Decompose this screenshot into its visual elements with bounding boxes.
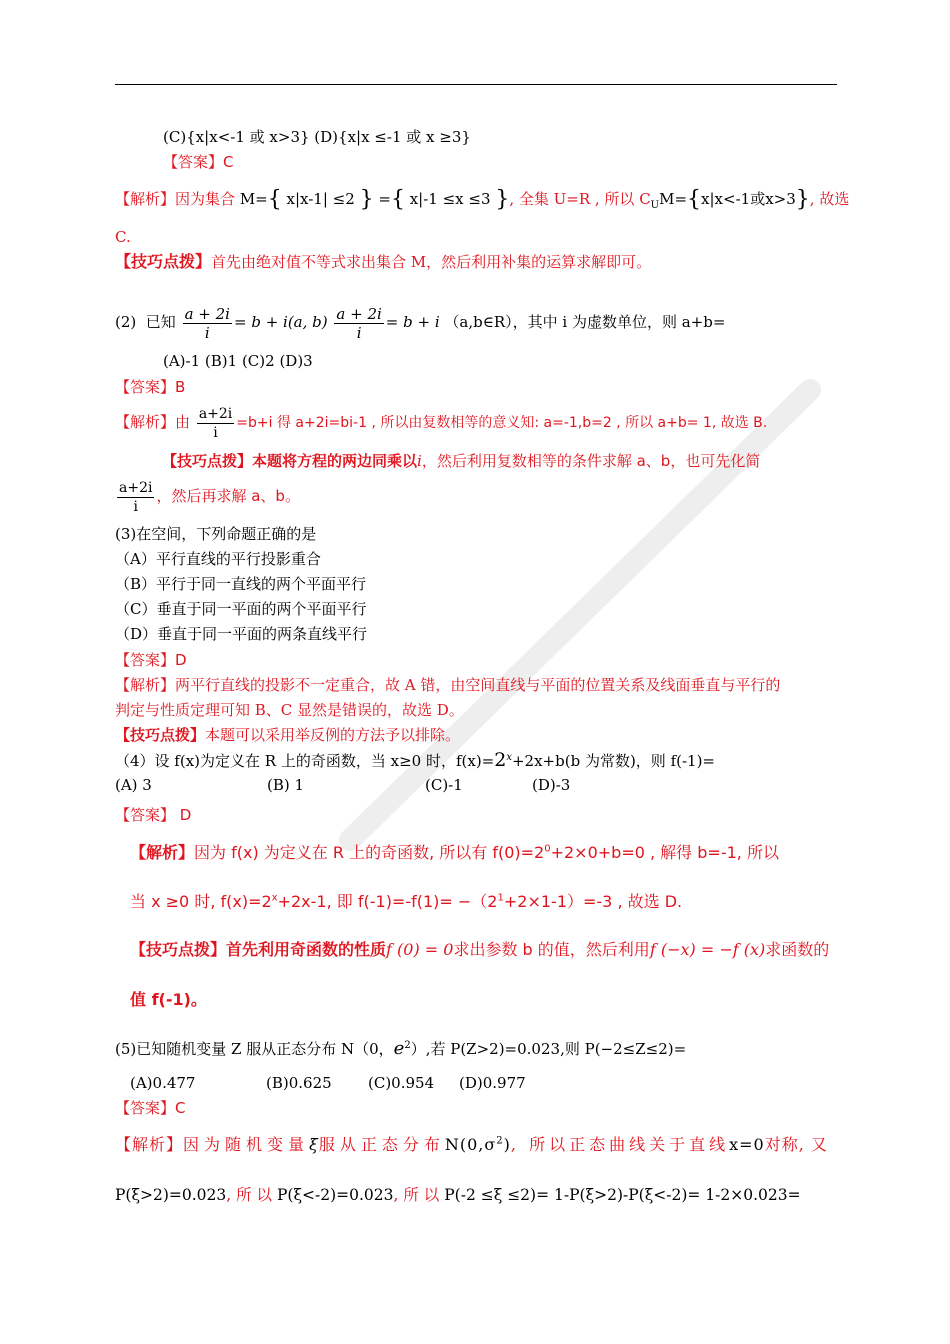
q5-analysis-cont: P(ξ>2)=0.023, 所 以 P(ξ<-2)=0.023, 所 以 P(-2 ≤ξ ≤2)= 1-P(ξ>2)-P(ξ<-2)= 1-2×0.023= (115, 1186, 801, 1204)
q2-analysis: 【解析】由 $\frac{a+2i}{i}$ =b+i 得 a+2i=bi-1 , 所以由复数相等的意义知: a=-1,b=2 , 所以 a+b= 1, 故选 B. (115, 405, 768, 441)
q4-analysis-cont: 当 x ≥0 时, $f(x)=2^x+2x-1$, 即 $f(-1)=-f(1)= -(2^1+2\times 1-1)=-3$ , 故选 D. (130, 892, 683, 911)
q1-answer (163, 152, 234, 172)
q5-answer: 【答案】C (115, 1099, 186, 1117)
q5-option-c: (C)0.954 (368, 1074, 435, 1092)
q1-tip: 【技巧点拨】首先由绝对值不等式求出集合 M，然后利用补集的运算求解即可。 (115, 252, 652, 271)
q5-option-d: (D)0.977 (459, 1074, 526, 1092)
q3-option-d: （D）垂直于同一平面的两条直线平行 (115, 625, 368, 643)
q3-analysis-cont: 判定与性质定理可知 B、C 显然是错误的，故选 D。 (115, 701, 464, 719)
q3-answer: 【答案】D (115, 651, 187, 669)
q4-analysis: 【解析】因为 f(x) 为定义在 R 上的奇函数, 所以有 $f(0)=2^0+2\times 0+b=0$ , 解得 b=-1, 所以 (130, 843, 779, 862)
q4-option-a: (A) 3 (115, 776, 152, 794)
q3-stem: (3)在空间，下列命题正确的是 (115, 525, 317, 543)
q3-option-a: （A）平行直线的平行投影重合 (115, 550, 321, 568)
q5-option-a: (A)0.477 (130, 1074, 196, 1092)
q5-analysis: 【解析】因为随机变量ξ服从正态分布$N(0,\sigma^2)$, 所以正态曲线关于直线x=0对称, 又 (115, 1135, 828, 1154)
q4-tip: 【技巧点拨】首先利用奇函数的性质f (0) = 0求出参数 b 的值，然后利用f (−x) = −f (x)求函数的 (130, 940, 830, 959)
q2-tip: 【技巧点拨】本题将方程的两边同乘以i，然后利用复数相等的条件求解 a、b，也可先化简 (162, 452, 761, 470)
q2-tip-cont: $\frac{a+2i}{i}$ ，然后再求解 a、b。 (119, 479, 300, 515)
q4-option-c: (C)-1 (425, 776, 463, 794)
q3-analysis: 【解析】两平行直线的投影不一定重合，故 A 错，由空间直线与平面的位置关系及线面垂直与平行的 (115, 676, 781, 694)
q3-option-b: （B）平行于同一直线的两个平面平行 (115, 575, 367, 593)
tip-tag: 【技巧点拨】 (115, 252, 212, 271)
analysis-tag: 【解析】 (115, 190, 176, 208)
q3-tip: 【技巧点拨】本题可以采用举反例的方法予以排除。 (115, 726, 461, 744)
q5-stem: (5)已知随机变量 Z 服从正态分布 N（0，$e^2$）,若 P(Z>2)=0.023,则 P(−2≤Z≤2)= (115, 1038, 687, 1059)
q4-option-b: (B) 1 (267, 776, 305, 794)
q4-tip-cont: 值 f(-1)。 (130, 990, 207, 1009)
header-rule (115, 84, 837, 85)
fraction: $\frac{a + 2i}{i}$ (336, 304, 382, 342)
q1-analysis: 【解析】因为集合 M={ x|x-1| ≤2 } ={ x|-1 ≤x ≤3 }, 全集 U=R , 所以 $C_UM=\{x|x<-1$或x>3}, 故选 (115, 187, 850, 212)
q4-stem: （4）设 f(x)为定义在 R 上的奇函数，当 x≥0 时，$f(x)=2^x+2x+b(b$ 为常数)，则 f(-1)= (115, 749, 716, 771)
q5-option-b: (B)0.625 (266, 1074, 332, 1092)
q4-answer: 【答案】 D (115, 806, 192, 824)
q2-stem: (2) 已知 $\frac{a + 2i}{i}$ = b + i(a, b) $\frac{a + 2i}{i}$ = b + i （a,b∈R），其中 i 为虚数单位，则 a+b= (115, 304, 726, 342)
q4-option-d: (D)-3 (532, 776, 571, 794)
q2-options: (A)-1 (B)1 (C)2 (D)3 (163, 352, 313, 370)
q1-options-cd: (C){x|x<-1 或 x>3} (D){x|x ≤-1 或 x ≥3} (163, 128, 471, 146)
q2-answer: 【答案】B (115, 378, 186, 396)
answer-tag: 【答案】 (163, 153, 224, 171)
fraction: $\frac{a + 2i}{i}$ (184, 304, 230, 342)
watermark (310, 370, 850, 890)
q1-analysis-cont: C. (115, 228, 131, 246)
q3-option-c: （C）垂直于同一平面的两个平面平行 (115, 600, 367, 618)
answer-value: C (223, 153, 234, 171)
